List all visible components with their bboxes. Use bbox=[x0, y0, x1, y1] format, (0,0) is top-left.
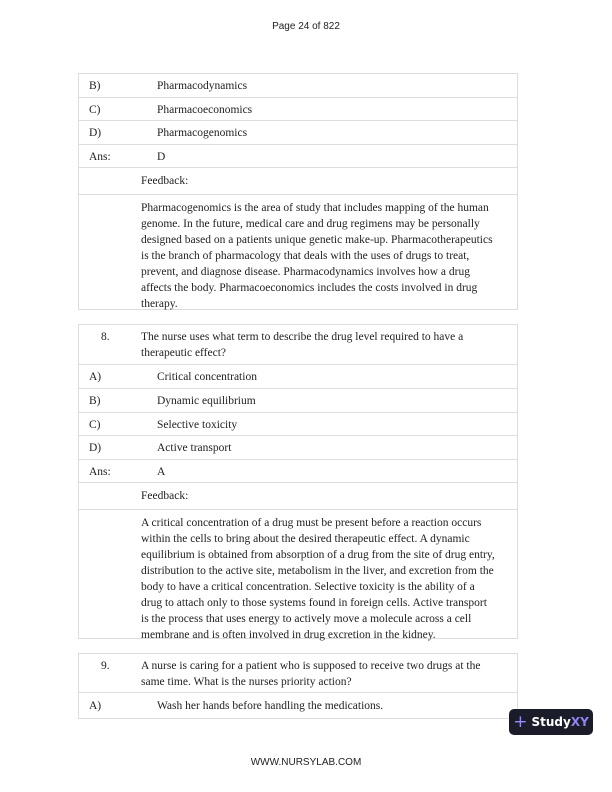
option-row[interactable] bbox=[79, 692, 517, 718]
badge-text: Study bbox=[531, 715, 571, 729]
question-7-table bbox=[78, 73, 518, 310]
question-number: 9. bbox=[101, 660, 110, 672]
option-text: Selective toxicity bbox=[157, 419, 238, 431]
question-row bbox=[79, 325, 517, 364]
option-row[interactable] bbox=[79, 435, 517, 459]
badge-accent: XY bbox=[570, 715, 589, 729]
page-number: Page 24 of 822 bbox=[272, 21, 340, 32]
question-9-table bbox=[78, 653, 518, 719]
studyxy-badge[interactable] bbox=[509, 709, 593, 735]
answer-row bbox=[79, 144, 517, 167]
option-row bbox=[79, 120, 517, 144]
option-text: Critical concentration bbox=[157, 371, 257, 383]
option-letter: C) bbox=[89, 104, 101, 116]
feedback-text: A critical concentration of a drug must be present before a reaction occurs within the cells to bring about the desired therapeutic effect. A dynamic equilibrium is obtained from absorption of a drug from the site of drug entry, distribution to the active site, metabolism in the liver, and excretion from the body to have a critical concentration. Selective toxicity is the ability of a drug to attach only to those systems found in foreign cells. Active transport is the process that uses energy to actively move a molecule across a cell membrane and is often involved in drug excretion in the kidney. bbox=[141, 517, 495, 641]
option-row bbox=[79, 97, 517, 120]
option-text: Pharmacodynamics bbox=[157, 80, 248, 92]
option-row[interactable] bbox=[79, 388, 517, 412]
feedback-label: Feedback: bbox=[141, 490, 189, 502]
option-letter: A) bbox=[89, 700, 102, 712]
option-letter: B) bbox=[89, 395, 101, 407]
option-row[interactable] bbox=[79, 364, 517, 388]
question-row bbox=[79, 654, 517, 692]
option-row bbox=[79, 74, 517, 97]
option-letter: C) bbox=[89, 419, 101, 431]
option-letter: D) bbox=[89, 127, 102, 139]
question-8-table bbox=[78, 324, 518, 639]
question-stem: A nurse is caring for a patient who is supposed to receive two drugs at the same time. What is the nurses priority action? bbox=[141, 660, 481, 688]
option-row[interactable] bbox=[79, 412, 517, 435]
question-stem: The nurse uses what term to describe the drug level required to have a therapeutic effect? bbox=[141, 331, 464, 359]
question-number: 8. bbox=[101, 331, 110, 343]
option-text: Active transport bbox=[157, 442, 232, 454]
answer-label: Ans: bbox=[89, 151, 111, 163]
option-text: Dynamic equilibrium bbox=[157, 395, 256, 407]
plus-icon: + bbox=[513, 711, 528, 732]
answer-value: D bbox=[157, 151, 166, 163]
feedback-text: Pharmacogenomics is the area of study that includes mapping of the human genome. In the future, medical care and drug regimens may be personally designed based on a patients unique genetic make-up. Pharmacotherapeutics is the branch of pharmacology that deals with the uses of drugs to treat, prevent, and diagnose disease. Pharmacodynamics involves how a drug affects the body. Pharmacoeconomics includes the costs involved in drug therapy. bbox=[141, 202, 493, 310]
answer-value: A bbox=[157, 466, 166, 478]
option-letter: B) bbox=[89, 80, 101, 92]
option-text: Wash her hands before handling the medications. bbox=[157, 700, 384, 712]
option-letter: D) bbox=[89, 442, 102, 454]
feedback-label-row bbox=[79, 167, 517, 194]
answer-label: Ans: bbox=[89, 466, 111, 478]
footer-url: WWW.NURSYLAB.COM bbox=[250, 757, 362, 768]
option-text: Pharmacoeconomics bbox=[157, 104, 253, 116]
option-text: Pharmacogenomics bbox=[157, 127, 248, 139]
feedback-label: Feedback: bbox=[141, 175, 189, 187]
option-letter: A) bbox=[89, 371, 102, 383]
feedback-row bbox=[79, 194, 517, 309]
answer-row bbox=[79, 459, 517, 482]
feedback-label-row bbox=[79, 482, 517, 509]
feedback-row bbox=[79, 509, 517, 641]
